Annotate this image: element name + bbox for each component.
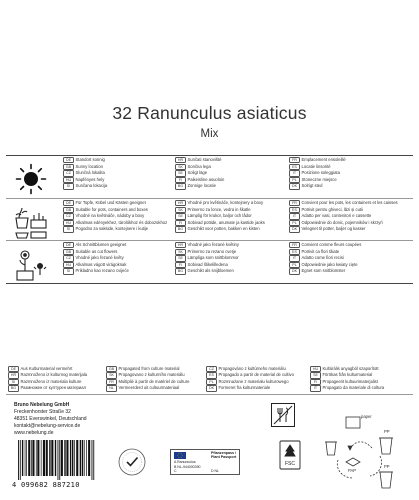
divider xyxy=(6,198,413,199)
barcode-bar xyxy=(46,440,48,476)
company-name: Bruno Nebelung GmbH xyxy=(14,402,70,408)
barcode-bar xyxy=(92,440,93,480)
section-3-col-1: DE Als Schnittblumen geeignet GB Suitable as cut flowers CZ Vhodné jako řezané květy HU Alkalmas vágott virágoknak SI Prikladno kao rezano cvijeće xyxy=(63,242,129,275)
barcode-bar xyxy=(55,440,56,476)
barcode-bar xyxy=(82,440,83,476)
section-2-col-1: DE Für Topfe, Kübel und Kästen geeignet GB Suitable for pots, containers and boxes CZ Vhodné na květináče, nádoby a boxy HU Alkalmas edényekhez, tárolókhoz és dobozokhoz SI Pogodno za sakside, kontejnere i kutije xyxy=(63,200,167,233)
barcode-bar xyxy=(22,440,23,476)
pp-bin-bottom-icon xyxy=(380,472,392,488)
barcode-bar xyxy=(80,440,81,476)
product-title: 32 Ranunculus asiaticus xyxy=(112,103,307,123)
pp-top-label: PP xyxy=(384,429,390,434)
trash-bin-icon xyxy=(326,442,336,455)
barcode-bar xyxy=(36,440,37,476)
passport-b: B NL-944000390 xyxy=(174,464,201,469)
section-3-col-2: HR Vhodné jako řezané květiny SK Primerno za rezano cvetje SE Lämpliga som snittblommor FI Sobivad lõikelilledena BG Geschikt als snijbloemen xyxy=(175,242,239,275)
barcode-bar xyxy=(76,440,78,476)
divider xyxy=(6,394,413,395)
barcode-bar xyxy=(28,440,30,476)
barcode-bar xyxy=(58,440,59,480)
section-1-col-1: DE Standort sonnig GB Sunny location CZ Slunčná lokalita HU Napfényes hely SI Sunčana lokacija xyxy=(63,157,107,190)
sun-icon xyxy=(10,156,52,202)
barcode-bar xyxy=(61,440,63,476)
paper-label: paper xyxy=(361,414,372,419)
section-2-col-2: HR Vhodné pro květináče, kontejnery a boxy SK Primerno za lonce, vedra in škatle SE Lämplig för krukor, baljor och lådor FI Sobivad pottide, anumate ja kastide jaoks BG Geschikt voor potten, bakken en kisten xyxy=(175,200,265,233)
passport-a: A Ranunculus xyxy=(174,460,196,464)
barcode-bar xyxy=(88,440,90,476)
barcode-bar xyxy=(41,440,42,476)
barcode-bar xyxy=(93,440,94,480)
barcode-bar xyxy=(51,440,53,476)
folded-box-icon xyxy=(346,458,360,466)
section-2-col-3: FR Convient pour les pots, les containers et les caisses ES Potrivit pentru ghiveci, lăzi și cutii IT Adatto per vasi, contenitori e cassette PL Odpowiednie do donic, pojemników i skrzyń DK Velegnet til potter, baljer og kasser xyxy=(289,200,398,233)
barcode-bar xyxy=(43,440,45,476)
barcode-bar xyxy=(74,440,75,476)
quality-seal-icon xyxy=(118,448,146,476)
barcode-bar xyxy=(70,440,71,476)
origin-col-1: DE Aus Kulturmaterial vermehrt HR Razmnoženo iz kulturnog materijala SI Razmnoženo iz materiala kulture BG Размножен от културен материал xyxy=(8,366,87,392)
pap-label: PAP xyxy=(348,468,357,473)
product-variety: Mix xyxy=(200,128,219,140)
fsc-icon xyxy=(279,440,301,470)
section-1-col-2: HR Sunčati stanovišté SK Sončna lega SE Soligt läge FI Paikeisline asuoloin BG Zonnige locatie xyxy=(175,157,224,190)
company-web: www.nebelung.de xyxy=(14,430,54,436)
eu-flag-icon xyxy=(174,452,186,459)
barcode-bar xyxy=(84,440,85,476)
barcode-bar xyxy=(86,440,87,476)
passport-d: D NL xyxy=(211,469,219,473)
recycling-sorting xyxy=(318,414,414,494)
cut-flowers-icon xyxy=(10,241,52,287)
section-3-col-3: FR Convient comme fleurs coupées ES Potrivit ca flori tăiate IT Adatto come fiori recisi PL Odpowiednie jako kwiaty cięte DK Egnet som snitblomster xyxy=(289,242,361,275)
divider xyxy=(6,155,413,156)
passport-c: C xyxy=(174,469,177,473)
svg-text:FSC: FSC xyxy=(285,461,295,467)
barcode-bar xyxy=(26,440,27,476)
company-street: Freckenhorster Straße 32 xyxy=(14,409,71,415)
barcode-bar xyxy=(31,440,32,476)
barcode xyxy=(14,440,114,486)
origin-col-4: HU Kultúrális anyagból szaporított SE Förökas från kulturmaterial FI Propageerit kultuurimaterjalist IT Propagato da materiale di coltura xyxy=(310,366,384,392)
pp-bin-icon xyxy=(380,438,392,454)
barcode-number: 4 099682 887210 xyxy=(12,481,80,489)
passport-title: Pflanzenpass / Plant Passport xyxy=(211,451,237,460)
barcode-bar xyxy=(72,440,73,476)
barcode-bar xyxy=(32,440,34,476)
section-1-col-3: FR Emplacement ensoleillé ES Locatie linsorité IT Posizione soleggiata PL Stoneczne miejsce DK Solrigt sted xyxy=(289,157,346,190)
barcode-bar xyxy=(59,440,60,480)
plant-passport xyxy=(170,449,240,475)
paper-pack-icon xyxy=(346,417,360,428)
origin-col-3: CZ Propagováno z kultúrneho materiálu ES Propagado a partir de material de cultivo PL Rozmnażane z materiału kulturowego DK Formeret fra kulturmateriale xyxy=(206,366,294,392)
barcode-bar xyxy=(18,440,19,480)
recycle-arrow-icon xyxy=(350,442,372,450)
company-email: kontakt@nebelung-service.de xyxy=(14,423,81,429)
origin-col-2: GB Propagated from culture material SK Propagovano z kulturního materiálu FR Multiplié à partir de matériel de culture NL Vermeerderd uit cultuurmateriaal xyxy=(106,366,190,392)
company-city: 48351 Everswinkel, Deutschland xyxy=(14,416,87,422)
company-address xyxy=(14,402,87,437)
barcode-bar xyxy=(64,440,65,476)
barcode-bar xyxy=(66,440,68,476)
pots-icon xyxy=(10,199,52,245)
divider xyxy=(6,283,413,284)
barcode-bar xyxy=(37,440,39,476)
barcode-bar xyxy=(25,440,26,476)
barcode-bar xyxy=(20,440,21,480)
divider xyxy=(6,240,413,241)
pp-bottom-label: PP xyxy=(384,464,390,469)
not-edible-icon xyxy=(270,402,296,428)
barcode-bar xyxy=(49,440,50,476)
